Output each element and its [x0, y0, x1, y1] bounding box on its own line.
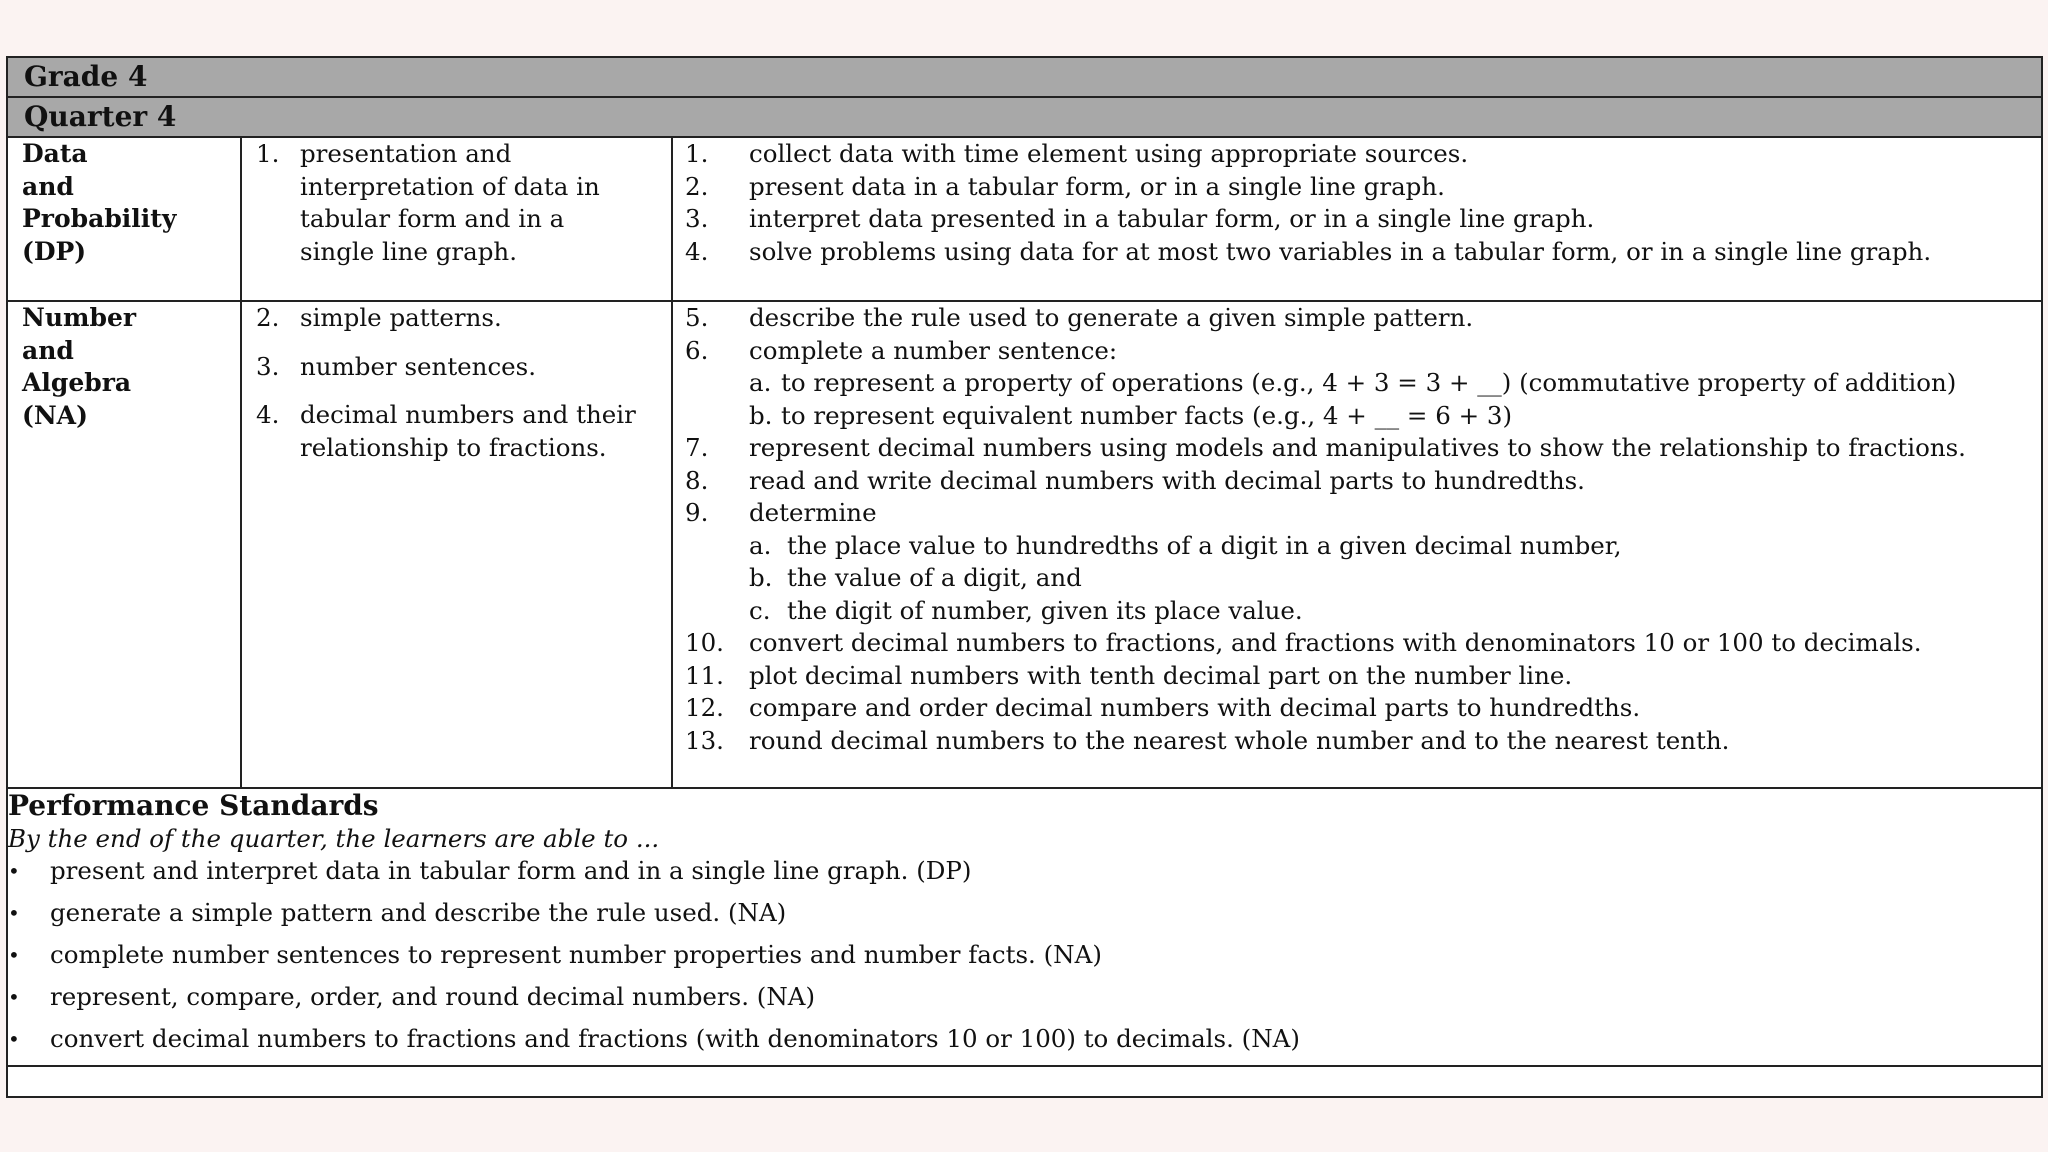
item-number: 3. — [256, 351, 280, 381]
bullet-icon: • — [8, 1027, 20, 1051]
performance-item — [8, 855, 2041, 887]
item-text: determine — [749, 498, 877, 527]
domain-cell-dp — [8, 138, 241, 301]
domain-line: Number — [22, 303, 137, 332]
item-text: read and write decimal numbers with decimal parts to hundredths. — [749, 465, 1585, 495]
domain-cell-na — [8, 301, 241, 788]
sub-item — [749, 595, 2041, 628]
sub-item — [749, 400, 2041, 433]
performance-standards — [8, 788, 2041, 1066]
sublist-9 — [673, 530, 2041, 628]
item-number: 3. — [685, 204, 709, 233]
domain-line: Algebra — [22, 368, 132, 397]
competency-item — [673, 725, 2041, 758]
content-item — [242, 399, 671, 464]
item-text: interpret data presented in a tabular form, or in a single line graph. — [749, 204, 1595, 233]
item-number: 13. — [685, 725, 724, 755]
performance-title: Performance Standards — [8, 789, 379, 822]
sub-text: to represent a property of operations (e.g., 4 + 3 = 3 + __) (commutative property of addition) — [781, 368, 1957, 397]
item-text: plot decimal numbers with tenth decimal part on the number line. — [749, 660, 1573, 690]
sub-text: the digit of number, given its place value. — [787, 595, 1303, 625]
item-number: 8. — [685, 465, 709, 495]
item-number: 12. — [685, 693, 724, 722]
content-cell-dp — [241, 138, 672, 301]
bullet-icon: • — [8, 859, 20, 883]
performance-list — [8, 855, 2041, 1055]
competency-item — [673, 692, 2041, 725]
sub-letter: a. — [749, 530, 772, 560]
competency-item — [673, 138, 2041, 171]
competency-item — [673, 302, 2041, 335]
grade-header: Grade 4 — [8, 58, 2041, 98]
bullet-icon: • — [8, 985, 20, 1009]
item-text: convert decimal numbers to fractions, and fractions with denominators 10 or 100 to decimals. — [749, 628, 1922, 657]
item-number: 1. — [256, 139, 280, 168]
performance-text: represent, compare, order, and round decimal numbers. (NA) — [50, 982, 816, 1011]
item-number: 10. — [685, 628, 724, 657]
item-number: 4. — [685, 236, 709, 266]
competency-item — [673, 660, 2041, 693]
row-data-probability — [8, 138, 2041, 301]
item-number: 7. — [685, 433, 709, 462]
item-text: represent decimal numbers using models and manipulatives to show the relationship to fractions. — [749, 433, 1966, 462]
sub-letter: b. — [749, 563, 773, 592]
competency-item — [673, 236, 2041, 269]
item-text: describe the rule used to generate a given simple pattern. — [749, 303, 1474, 332]
competency-cell-na — [672, 301, 2041, 788]
competency-item — [673, 335, 2041, 368]
performance-text: convert decimal numbers to fractions and fractions (with denominators 10 or 100) to decimals. (NA) — [50, 1024, 1300, 1053]
row-performance — [8, 788, 2041, 1066]
row-number-algebra — [8, 301, 2041, 788]
competency-item — [673, 627, 2041, 660]
item-number: 1. — [685, 139, 709, 168]
performance-item — [8, 897, 2041, 929]
sub-letter: c. — [749, 595, 771, 625]
domain-line: Data — [22, 139, 88, 168]
performance-text: complete number sentences to represent number properties and number facts. (NA) — [50, 940, 1102, 969]
item-text: solve problems using data for at most two variables in a tabular form, or in a single line graph. — [749, 236, 1932, 266]
item-number: 2. — [685, 171, 709, 201]
sub-item — [749, 367, 2041, 400]
sub-text: the value of a digit, and — [787, 563, 1082, 592]
item-text: number sentences. — [300, 351, 537, 381]
item-text: decimal numbers and their relationship to fractions. — [300, 400, 636, 462]
sub-text: the place value to hundredths of a digit in a given decimal number, — [787, 530, 1622, 560]
item-number: 2. — [256, 303, 280, 332]
domain-line: (NA) — [22, 400, 88, 430]
content-cell-na — [241, 301, 672, 788]
performance-intro: By the end of the quarter, the learners are able to ... — [8, 824, 660, 853]
sub-text: to represent equivalent number facts (e.g., 4 + __ = 6 + 3) — [781, 400, 1513, 430]
performance-item — [8, 1023, 2041, 1055]
competency-item — [673, 171, 2041, 204]
content-grid — [8, 138, 2041, 1067]
item-number: 11. — [685, 660, 724, 690]
item-text: compare and order decimal numbers with decimal parts to hundredths. — [749, 693, 1641, 722]
performance-text: generate a simple pattern and describe the rule used. (NA) — [50, 898, 787, 927]
domain-line: and — [22, 335, 74, 365]
competency-item — [673, 465, 2041, 498]
competency-item — [673, 203, 2041, 236]
quarter-header: Quarter 4 — [8, 98, 2041, 138]
content-item — [242, 138, 671, 268]
sub-letter: b. — [749, 400, 773, 430]
item-number: 9. — [685, 498, 709, 527]
domain-line: (DP) — [22, 236, 87, 266]
competency-item — [673, 497, 2041, 530]
domain-line: and — [22, 171, 74, 201]
sub-letter: a. — [749, 368, 772, 397]
sub-item — [749, 562, 2041, 595]
item-number: 4. — [256, 400, 280, 429]
item-number: 5. — [685, 303, 709, 332]
sub-item — [749, 530, 2041, 563]
item-text: round decimal numbers to the nearest whole number and to the nearest tenth. — [749, 725, 1730, 755]
item-text: presentation and interpretation of data in tabular form and in a single line graph. — [300, 139, 600, 266]
competency-item — [673, 432, 2041, 465]
domain-line: Probability — [22, 204, 177, 233]
item-number: 6. — [685, 335, 709, 365]
content-item — [242, 302, 671, 335]
content-item — [242, 351, 671, 384]
performance-item — [8, 981, 2041, 1013]
item-text: simple patterns. — [300, 303, 502, 332]
curriculum-table — [6, 56, 2043, 1098]
bullet-icon: • — [8, 943, 20, 967]
bullet-icon: • — [8, 901, 20, 925]
item-text: complete a number sentence: — [749, 335, 1118, 365]
performance-text: present and interpret data in tabular form and in a single line graph. (DP) — [50, 856, 972, 885]
item-text: present data in a tabular form, or in a single line graph. — [749, 171, 1445, 201]
performance-item — [8, 939, 2041, 971]
competency-cell-dp — [672, 138, 2041, 301]
sublist-6 — [673, 367, 2041, 432]
item-text: collect data with time element using appropriate sources. — [749, 139, 1469, 168]
